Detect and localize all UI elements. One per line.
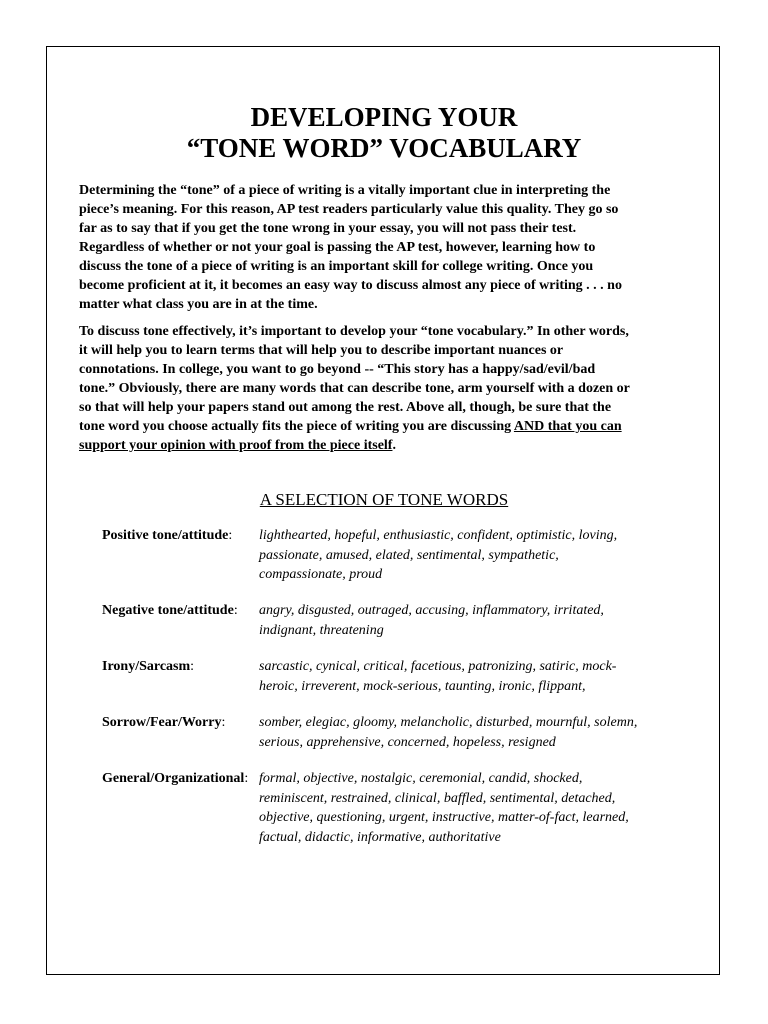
paragraph-line: so that will help your papers stand out among the rest. Above all, though, be sure that the xyxy=(79,400,612,415)
tone-group-label xyxy=(102,657,194,677)
paragraph-line: it will help you to learn terms that will help you to describe important nuances or xyxy=(79,343,564,358)
paragraph-line: tone.” Obviously, there are many words that can describe tone, arm yourself with a dozen or xyxy=(79,381,630,396)
tone-words-line: formal, objective, nostalgic, ceremonial, candid, shocked, xyxy=(259,771,583,786)
tone-group-label xyxy=(102,526,232,546)
title-line-2: “TONE WORD” VOCABULARY xyxy=(186,133,582,163)
paragraph-line: Determining the “tone” of a piece of writing is a vitally important clue in interpreting the xyxy=(79,183,611,198)
tone-words-line: heroic, irreverent, mock-serious, taunting, ironic, flippant, xyxy=(259,678,586,694)
paragraph-line: Regardless of whether or not your goal is passing the AP test, however, learning how to xyxy=(79,240,596,255)
underlined-emphasis: support your opinion with proof from the piece itself xyxy=(79,438,393,453)
paragraph-line: matter what class you are in at the time. xyxy=(79,297,318,312)
paragraph-line: connotations. In college, you want to go beyond -- “This story has a happy/sad/evil/bad xyxy=(79,362,596,377)
tone-group-label-text: General/Organizational xyxy=(102,771,245,786)
paragraph-line: far as to say that if you get the tone wrong in your essay, you will not pass their test. xyxy=(79,221,577,236)
tone-group-label-text: Irony/Sarcasm xyxy=(102,659,191,674)
tone-group-label xyxy=(102,769,248,789)
tone-words-line: lighthearted, hopeful, enthusiastic, confident, optimistic, loving, xyxy=(259,528,618,543)
section-title: A SELECTION OF TONE WORDS xyxy=(259,490,509,509)
paragraph-line: piece’s meaning. For this reason, AP test readers particularly value this quality. They go so xyxy=(79,202,619,217)
tone-words-list xyxy=(259,657,699,696)
tone-words-line: sarcastic, cynical, critical, facetious, patronizing, satiric, mock- xyxy=(259,659,617,674)
paragraph-text: tone word you choose actually fits the piece of writing you are discussing xyxy=(79,419,514,434)
page-title xyxy=(0,102,768,164)
tone-words-line: somber, elegiac, gloomy, melancholic, disturbed, mournful, solemn, xyxy=(259,715,638,730)
tone-words-list xyxy=(259,713,699,752)
tone-group-label-text: Negative tone/attitude xyxy=(102,603,234,618)
tone-words-line: factual, didactic, informative, authoritative xyxy=(259,829,501,845)
paragraph-line: To discuss tone effectively, it’s important to develop your “tone vocabulary.” In other words, xyxy=(79,324,629,339)
paragraph-line xyxy=(79,436,699,455)
intro-paragraph xyxy=(79,181,699,314)
tone-words-list xyxy=(259,526,699,585)
label-colon: : xyxy=(228,528,233,543)
tone-words-line: indignant, threatening xyxy=(259,622,384,638)
tone-words-line: reminiscent, restrained, clinical, baffled, sentimental, detached, xyxy=(259,790,616,806)
tone-group-label xyxy=(102,713,225,733)
tone-words-line: compassionate, proud xyxy=(259,567,383,582)
title-line-1: DEVELOPING YOUR xyxy=(250,102,518,132)
paragraph-text: . xyxy=(392,438,396,453)
tone-group-label-text: Sorrow/Fear/Worry xyxy=(102,715,222,730)
paragraph-line: become proficient at it, it becomes an easy way to discuss almost any piece of writing . . . no xyxy=(79,278,622,293)
tone-words-line: passionate, amused, elated, sentimental, sympathetic, xyxy=(259,547,559,563)
label-colon: : xyxy=(221,715,226,730)
label-colon: : xyxy=(190,659,195,674)
tone-vocabulary-paragraph xyxy=(79,322,699,455)
tone-words-line: objective, questioning, urgent, instructive, matter-of-fact, learned, xyxy=(259,810,629,825)
label-colon: : xyxy=(233,603,238,618)
paragraph-line: discuss the tone of a piece of writing is an important skill for college writing. Once you xyxy=(79,259,594,274)
tone-words-line: serious, apprehensive, concerned, hopeless, resigned xyxy=(259,734,556,750)
underlined-emphasis: AND that you can xyxy=(513,419,622,434)
tone-words-line: angry, disgusted, outraged, accusing, inflammatory, irritated, xyxy=(259,603,604,618)
tone-words-list xyxy=(259,769,699,847)
paragraph-line xyxy=(79,417,699,436)
tone-group-label-text: Positive tone/attitude xyxy=(102,528,229,543)
label-colon: : xyxy=(244,771,249,786)
tone-words-list xyxy=(259,601,699,640)
tone-group-label xyxy=(102,601,238,621)
